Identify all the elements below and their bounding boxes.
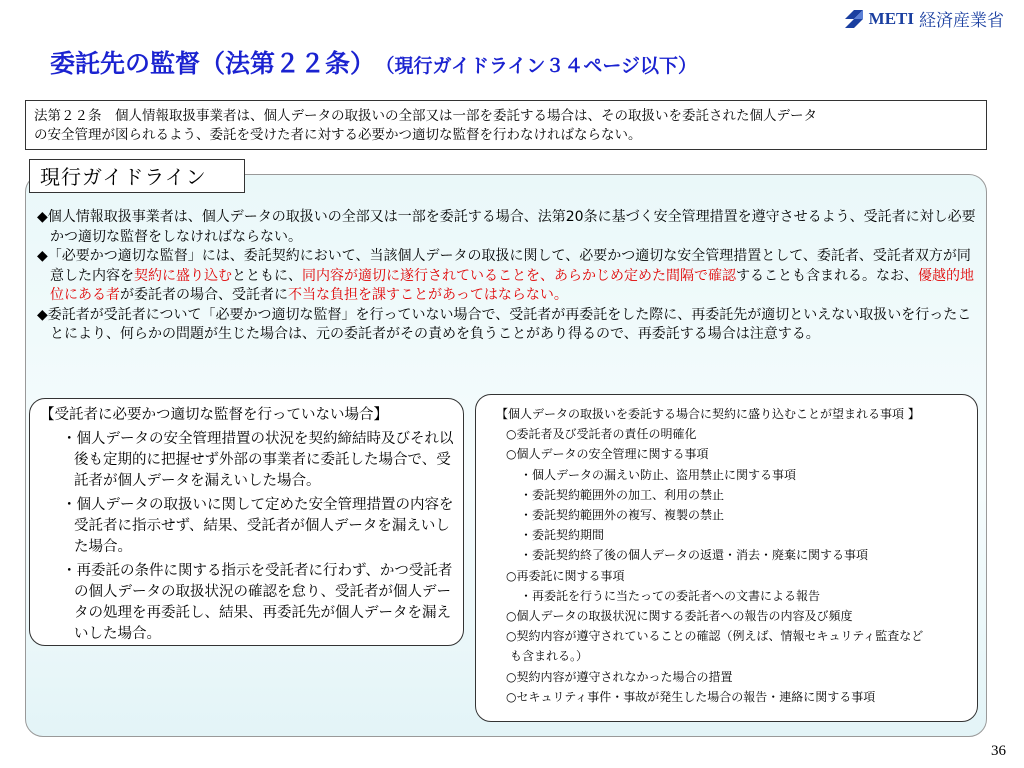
left-box-title: 【受託者に必要かつ適切な監督を行っていない場合】 — [40, 407, 388, 423]
bullet2-text-d: が委託者の場合、受託者に — [120, 287, 288, 303]
left-box-item: ・再委託の条件に関する指示を受託者に行わず、かつ受託者の個人データの取扱状況の確認を怠り、受託者が個人データの処理を再委託し、結果、再委託先が個人データを漏えいした場合。 — [62, 563, 453, 642]
contract-item: ・委託契約範囲外の複写、複製の禁止 — [520, 508, 725, 523]
title-main: 委託先の監督（法第２２条） — [50, 49, 376, 78]
bullet2-highlight-contract: 契約に盛り込む — [134, 267, 232, 284]
title-sub: （現行ガイドライン３４ページ以下） — [385, 55, 697, 77]
law-article-box — [25, 100, 987, 150]
logo-text: METI — [868, 8, 914, 28]
page-number: 36 — [991, 743, 1006, 759]
contract-item: ○個人データの取扱状況に関する委託者への報告の内容及び頻度 — [506, 609, 853, 624]
guideline-bullet-3: ◆委託者が受託者について「必要かつ適切な監督」を行っていない場合で、受託者が再委託をした際に、再委託先が適切といえない取扱いを行ったことにより、何らかの問題が生じた場合は、元の委託者がその責めを負うことがあり得るので、再委託する場合は注意する。 — [37, 306, 972, 342]
bullet2-highlight-dominant: 優越的地位にある者 — [50, 267, 974, 303]
contract-item: ・個人データの漏えい防止、盗用禁止に関する事項 — [520, 467, 797, 482]
ministry-name: 経済産業省 — [919, 11, 1004, 31]
bullet2-highlight-burden: 不当な負担を課すことがあってはならない。 — [288, 287, 568, 303]
contract-item: も含まれる。） — [510, 649, 589, 664]
bullet2-highlight-confirm: 同内容が適切に遂行されていることを、あらかじめ定めた間隔で確認 — [302, 267, 736, 284]
contract-item: ・委託契約終了後の個人データの返還・消去・廃棄に関する事項 — [520, 548, 869, 563]
guideline-label: 現行ガイドライン — [29, 159, 245, 193]
contract-items-box — [475, 394, 978, 722]
meti-logo-icon — [842, 7, 866, 31]
bullet2-text-a: ◆「必要かつ適切な監督」には、委託契約において、当該個人データの取扱に関して、必要かつ適切な安全管理措置として、委託者、受託者双方が同意した内容を — [37, 248, 971, 284]
inadequate-supervision-box — [29, 398, 464, 646]
law-line-1: 法第２２条 個人情報取扱事業者は、個人データの取扱いの全部又は一部を委託する場合は、その取扱いを委託された個人データ — [34, 108, 817, 124]
law-line-2: の安全管理が図られるよう、委託を受けた者に対する必要かつ適切な監督を行わなければならない。 — [34, 127, 642, 143]
contract-items-list — [496, 424, 971, 707]
contract-item: ○委託者及び受託者の責任の明確化 — [506, 427, 697, 442]
contract-item: ○契約内容が遵守されなかった場合の措置 — [506, 669, 733, 684]
contract-item: ○セキュリティ事件・事故が発生した場合の報告・連絡に関する事項 — [506, 689, 876, 704]
contract-item: ・委託契約範囲外の加工、利用の禁止 — [520, 487, 725, 502]
bullet2-text-c: することも含まれる。なお、 — [736, 267, 918, 284]
guideline-bullets — [37, 208, 977, 345]
left-box-item: ・個人データの取扱いに関して定めた安全管理措置の内容を受託者に指示せず、結果、受託者が個人データを漏えいした場合。 — [62, 497, 454, 555]
meti-logo — [842, 6, 1004, 31]
left-box-item: ・個人データの安全管理措置の状況を契約締結時及びそれ以後も定期的に把握せず外部の事業者に委託した場合で、受託者が個人データを漏えいした場合。 — [62, 431, 454, 489]
contract-item: ○個人データの安全管理に関する事項 — [506, 447, 709, 462]
page-title — [50, 44, 697, 80]
contract-item: ・再委託を行うに当たっての委託者への文書による報告 — [520, 588, 821, 603]
right-box-title: 【個人データの取扱いを委託する場合に契約に盛り込むことが望まれる事項 】 — [496, 407, 920, 421]
contract-item: ・委託契約期間 — [520, 528, 605, 543]
guideline-bullet-2 — [37, 247, 977, 306]
contract-item: ○契約内容が遵守されていることの確認（例えば、情報セキュリティ監査など — [506, 629, 924, 644]
bullet2-text-b: とともに、 — [232, 267, 302, 284]
guideline-bullet-1: ◆個人情報取扱事業者は、個人データの取扱いの全部又は一部を委託する場合、法第20条に基づく安全管理措置を遵守させるよう、受託者に対し必要かつ適切な監督をしなければならない。 — [37, 209, 976, 245]
contract-item: ○再委託に関する事項 — [506, 568, 625, 583]
